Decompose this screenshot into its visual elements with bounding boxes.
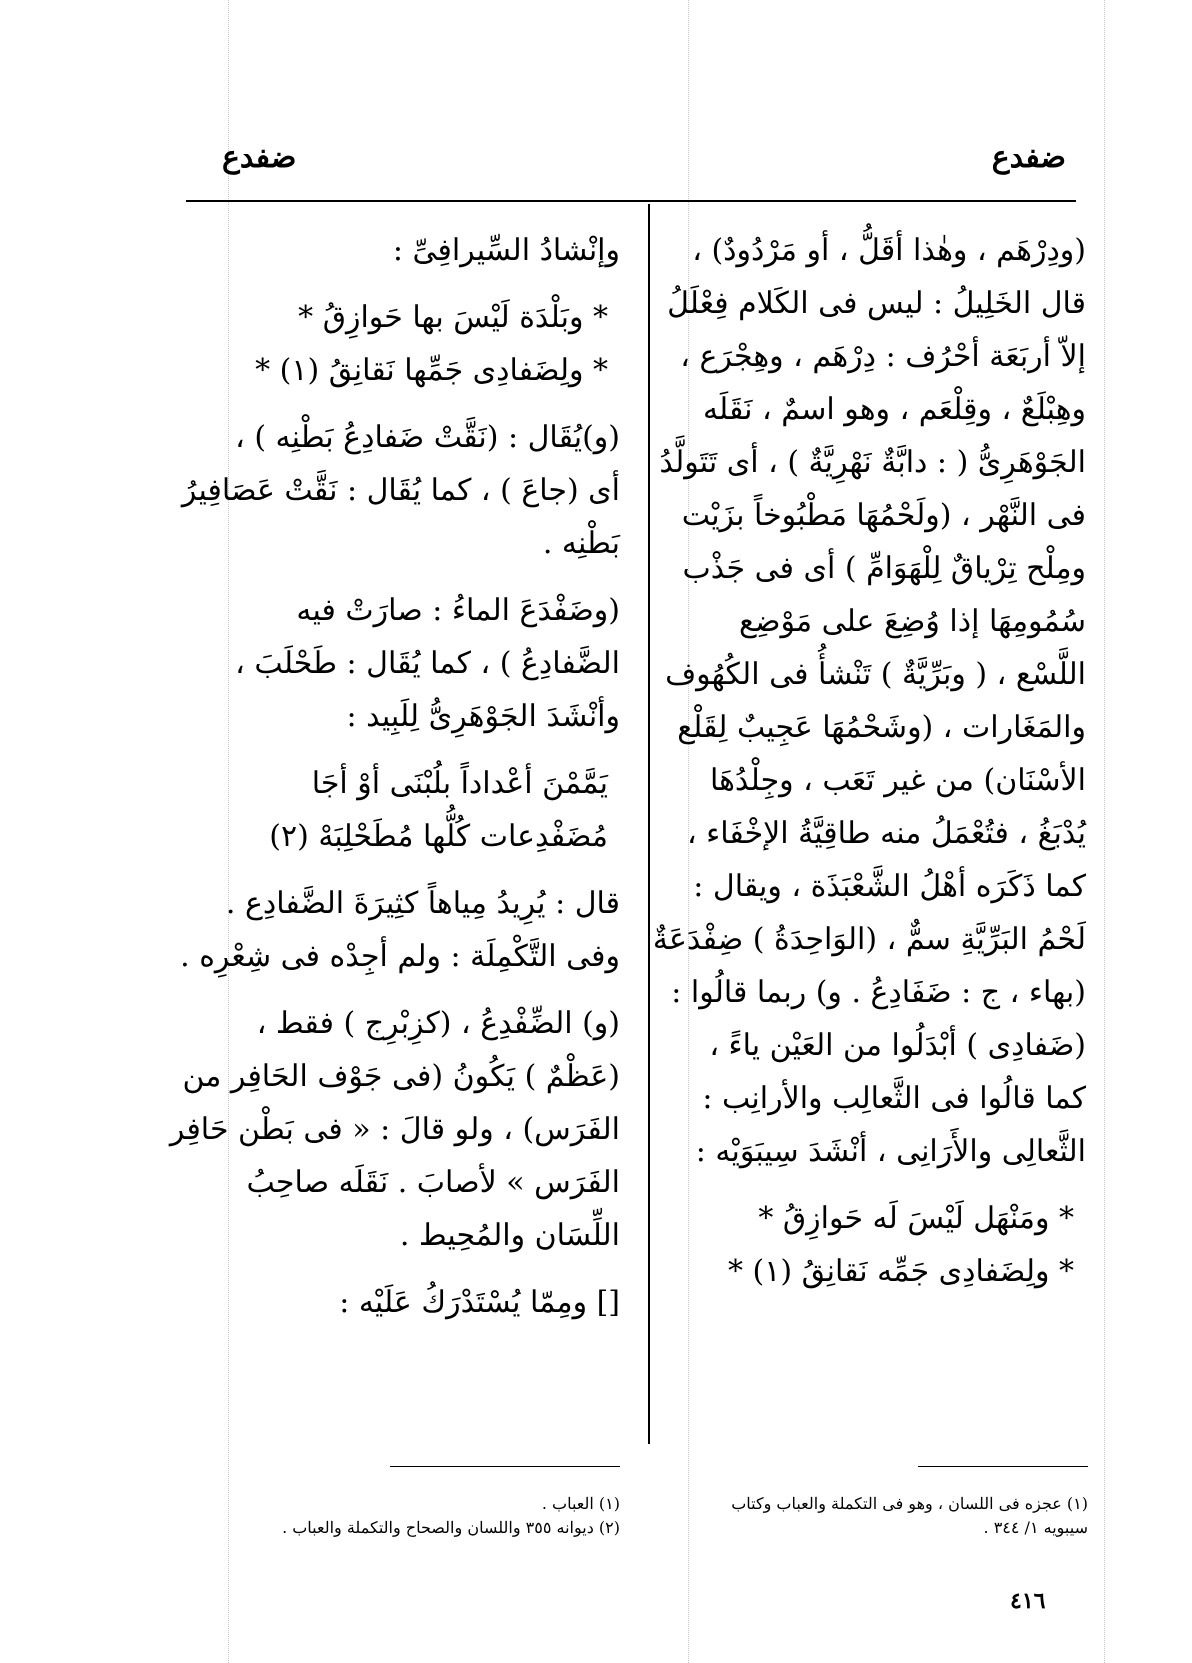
text-line: كما قالُوا فى الثَّعالِب والأرانِب : [702,1081,1086,1116]
spacer [190,277,620,291]
text-line: [] ومِمّا يُسْتَدْرَكُ عَلَيْه : [339,1285,620,1320]
footnote-rule [918,1466,1088,1467]
text-line: الجَوْهَرِىُّ ( : دابَّةٌ نَهْرِيَّةٌ ) ، أى تَتَولَّدُ [659,445,1086,480]
text-line: الفَرَس) ، ولو قالَ : « فى بَطْن حَافِر [169,1112,620,1147]
spacer [190,397,620,411]
text-line: (بهاء ، ج : ضَفَادِعُ . و) ربما قالُوا : [671,975,1086,1010]
text-line: وفى التَّكْمِلَة : ولم أجِدْه فى شِعْرِه . [180,939,620,974]
text-line: أى (جاعَ ) ، كما يُقَال : نَقَّتْ عَصَافِيرُ [181,473,620,508]
scan-guide-line [1104,0,1105,1663]
verse-line: يَمَّمْنَ أعْداداً بلُبْنَى أوْ أجَا [311,766,608,801]
verse-line: مُضَفْدِعات كُلُّها مُطَحْلِبَهْ (٢) [269,819,608,854]
footnote-rule [390,1466,620,1467]
text-line: الفَرَس » لأصابَ . نَقَلَه صاحِبُ [246,1165,620,1200]
verse-line: * ولِضَفادِى جَمِّه نَقانِقُ (١) * [727,1254,1074,1289]
verse-line: * وبَلْدَة لَيْسَ بها حَوازِقُ * [298,300,608,335]
running-head-left: ضفدع [222,140,297,175]
spacer [190,570,620,584]
text-line: اللَّسْع ، ( وبَرِّيَّةٌ ) تَنْشأُ فى الكُهُوف [665,657,1086,692]
left-column [169,224,620,1329]
text-line: ومِلْح تِرْياقٌ لِلْهَوَامِّ ) أى فى جَذْب [682,551,1086,586]
text-line: فى النَّهْر ، (ولَحْمُهَا مَطْبُوخاً بزَيْت [681,498,1086,533]
text-line: يُدْبَغُ ، فتُعْمَلُ منه طاقِيَّةُ الإخْفَاء ، [686,816,1086,851]
text-line: (و)يُقَال : (نَقَّتْ ضَفادِعُ بَطْنِه ) ، [235,420,620,455]
column-divider [648,204,650,1444]
text-line: وأنْشَدَ الجَوْهَرِىُّ لِلَبِيد : [346,699,620,734]
text-line: والمَغَارات ، (وشَحْمُهَا عَجِيبٌ لِقَلْع [677,710,1086,745]
text-line: كما ذَكَرَه أهْلُ الشَّعْبَذَة ، ويقال : [693,869,1086,904]
text-line: (عَظْمٌ ) يَكُونُ (فى جَوْف الحَافِر من [182,1059,620,1094]
spacer [190,1262,620,1276]
text-line: (وضَفْدَعَ الماءُ : صارَتْ فيه [296,593,620,628]
right-column [652,224,1086,1298]
running-head-right: ضفدع [991,140,1066,175]
spacer [676,1178,1086,1192]
text-line: (ضَفادِى ) أبْدَلُوا من العَيْن ياءً ، [709,1028,1086,1063]
spacer [190,983,620,997]
page-number: ٤١٦ [1010,1588,1046,1614]
text-line: الضَّفادِعُ ) ، كما يُقَال : طَحْلَبَ ، [235,646,620,681]
text-line: سُمُومِهَا إذا وُضِعَ على مَوْضِع [739,604,1086,639]
footnotes-left [190,1492,620,1540]
text-line: (ودِرْهَم ، وهٰذا أقَلُّ ، أو مَرْدُودٌ) ، [692,233,1086,268]
text-line: (و) الضِّفْدِعُ ، (كزِبْرِج ) فقط ، [256,1006,620,1041]
text-line: قال : يُرِيدُ مِياهاً كثِيرَةَ الضَّفادِع . [225,886,620,921]
text-line: إلاّ أربَعَة أحْرُف : دِرْهَم ، وهِجْرَع ، [680,339,1086,374]
text-line: وهِبْلَعٌ ، وقِلْعَم ، وهو اسمٌ ، نَقَلَه [702,392,1086,427]
footnote: (١) عجزه فى اللسان ، وهو فى التكملة والعباب وكتاب [731,1494,1088,1513]
text-line: لَحْمُ البَرِّيَّةِ سمٌّ ، (الوَاحِدَةُ ) ضِفْدَعَةٌ [652,922,1086,957]
text-line: بَطْنِه . [542,526,620,561]
spacer [190,743,620,757]
verse-line: * ومَنْهَل لَيْسَ لَه حَوازِقُ * [758,1201,1074,1236]
text-line: الثَّعالِى والأَرَانِى ، أنْشَدَ سِيبَوَيْه : [695,1134,1086,1169]
text-line: قال الخَلِيلُ : ليس فى الكَلام فِعْلَلُ [667,286,1086,321]
text-line: اللِّسَان والمُحِيط . [399,1218,620,1253]
footnotes-right [690,1492,1088,1540]
footnote: سيبويه ١/ ٣٤٤ . [983,1518,1088,1537]
verse-line: * ولِضَفادِى جَمِّها نَقانِقُ (١) * [255,353,608,388]
spacer [190,863,620,877]
text-line: الأسْنَان) من غير تَعَب ، وجِلْدُهَا [709,763,1086,798]
footnote: (١) العباب . [541,1494,620,1513]
header-rule [186,200,1076,202]
footnote: (٢) ديوانه ٣٥٥ واللسان والصحاح والتكملة والعباب . [282,1518,620,1537]
verse-intro: وإنْشادُ السِّيرافِىِّ : [392,233,620,268]
